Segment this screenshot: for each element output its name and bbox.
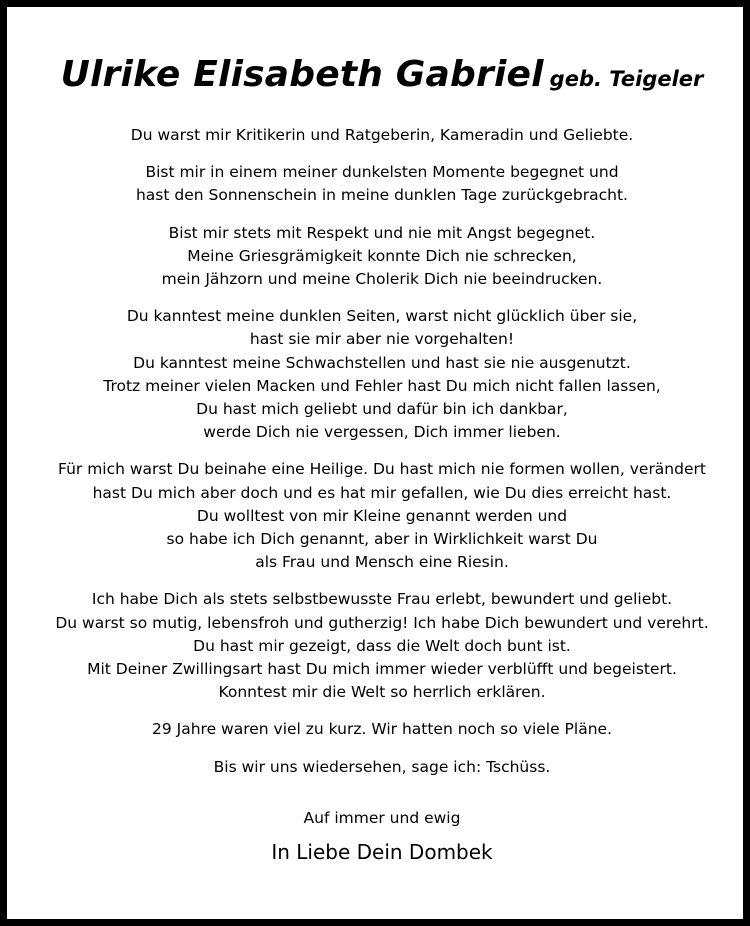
stanza <box>7 588 750 704</box>
text-line: 29 Jahre waren viel zu kurz. Wir hatten noch so viele Pläne. <box>152 720 612 739</box>
obituary-text <box>7 124 750 865</box>
signature-line: In Liebe Dein Dombek <box>271 840 493 865</box>
text-line: hast Du mich aber doch und es hat mir gefallen, wie Du dies erreicht hast. <box>92 483 672 502</box>
text-line: Du hast mir gezeigt, dass die Welt doch bunt ist. <box>193 636 571 655</box>
text-line: hast den Sonnenschein in meine dunklen Tage zurückgebracht. <box>135 186 628 205</box>
text-line: Bis wir uns wiedersehen, sage ich: Tschüss. <box>213 757 551 776</box>
farewell-line: Auf immer und ewig <box>303 808 461 827</box>
text-line: Du warst so mutig, lebensfroh und gutherzig! Ich habe Dich bewundert und verehrt. <box>55 613 709 632</box>
stanza <box>7 222 750 292</box>
stanza <box>7 458 750 574</box>
text-line: Du kanntest meine dunklen Seiten, warst nicht glücklich über sie, <box>126 307 638 326</box>
text-line: Bist mir stets mit Respekt und nie mit Angst begegnet. <box>168 223 596 242</box>
text-line: als Frau und Mensch eine Riesin. <box>255 553 509 572</box>
text-line: Du warst mir Kritikerin und Ratgeberin, Kameradin und Geliebte. <box>130 126 634 144</box>
birth-name: geb. Teigeler <box>549 67 704 91</box>
stanza <box>7 124 750 147</box>
text-line: Für mich warst Du beinahe eine Heilige. Du hast mich nie formen wollen, verändert <box>58 460 706 479</box>
text-line: Du kanntest meine Schwachstellen und hast sie nie ausgenutzt. <box>133 353 631 372</box>
text-line: Du hast mich geliebt und dafür bin ich dankbar, <box>196 400 568 419</box>
obituary-heading <box>7 54 750 95</box>
stanza <box>7 756 750 779</box>
text-line: werde Dich nie vergessen, Dich immer lieben. <box>203 423 561 442</box>
text-line: Mit Deiner Zwillingsart hast Du mich immer wieder verblüfft und begeistert. <box>87 660 677 679</box>
text-line: so habe ich Dich genannt, aber in Wirklichkeit warst Du <box>166 530 598 549</box>
stanza <box>7 161 750 207</box>
text-line: Du wolltest von mir Kleine genannt werden und <box>196 506 568 525</box>
text-line: hast sie mir aber nie vorgehalten! <box>249 330 515 349</box>
text-line: Konntest mir die Welt so herrlich erklären. <box>218 683 546 702</box>
stanza <box>7 305 750 444</box>
text-line: mein Jähzorn und meine Cholerik Dich nie beeindrucken. <box>161 270 603 289</box>
text-line: Ich habe Dich als stets selbstbewusste Frau erlebt, bewundert und geliebt. <box>91 590 673 609</box>
text-line: Meine Griesgrämigkeit konnte Dich nie schrecken, <box>187 246 577 265</box>
stanza <box>7 718 750 741</box>
deceased-name: Ulrike Elisabeth Gabriel <box>60 54 544 95</box>
text-line: Trotz meiner vielen Macken und Fehler hast Du mich nicht fallen lassen, <box>103 376 661 395</box>
text-line: Bist mir in einem meiner dunkelsten Momente begegnet und <box>145 163 619 182</box>
